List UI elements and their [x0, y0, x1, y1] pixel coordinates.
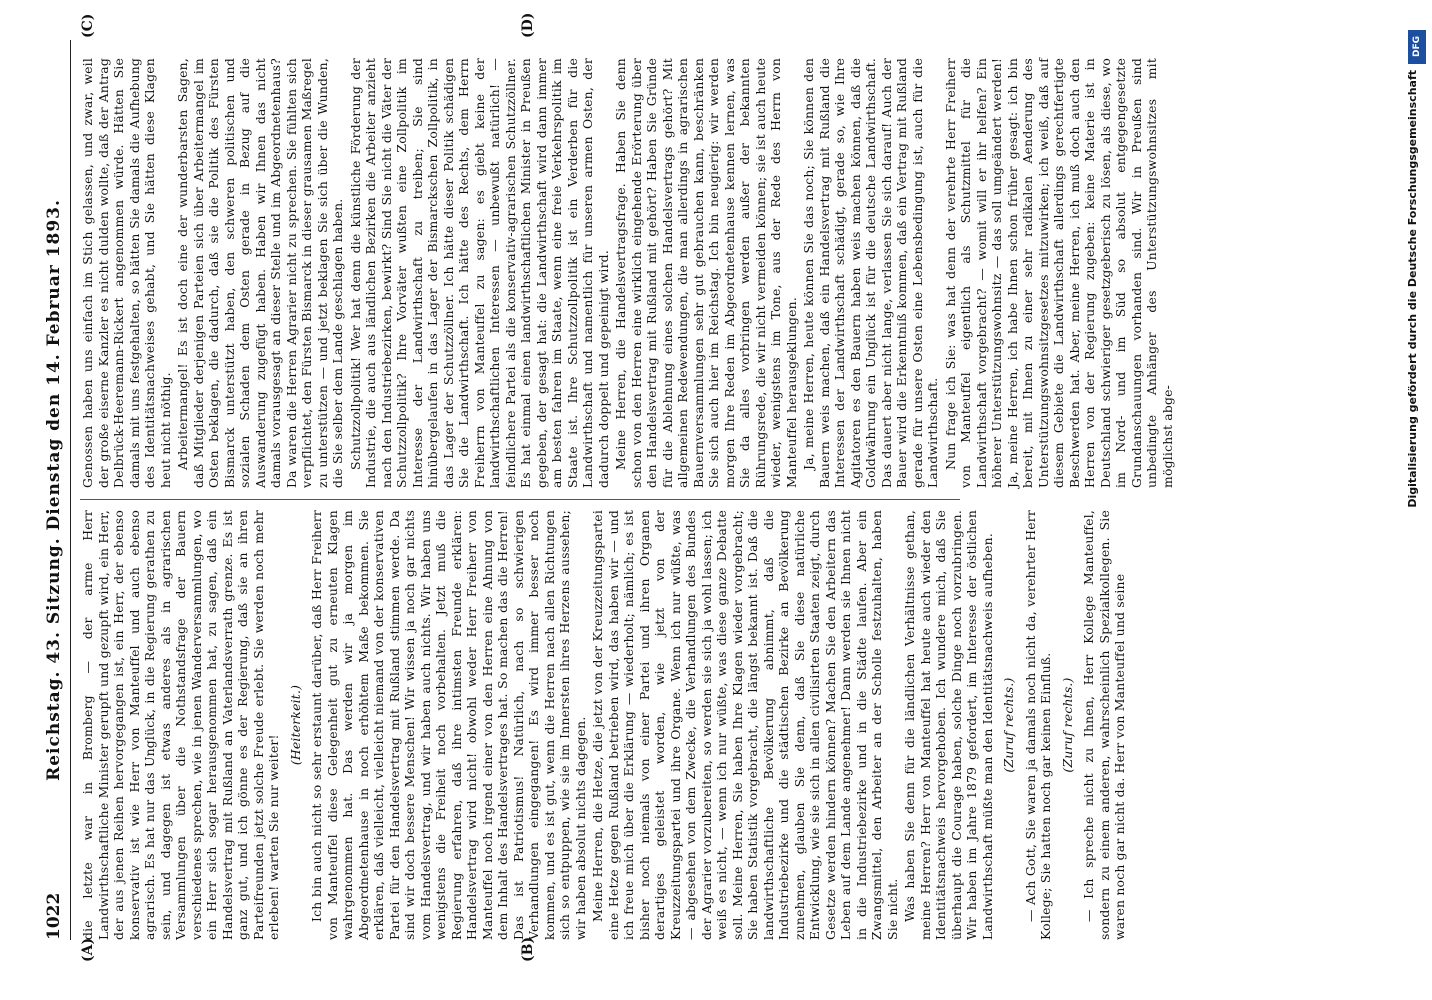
margin-marker-d: (D) — [520, 12, 536, 38]
interjection: (Heiterkeit.) — [287, 684, 303, 766]
paragraph: Genossen haben uns einfach im Stich gelassen, und zwar, weil der große eiserne Kanzler es nicht dulden wollte, daß der Antrag Delbrück-Heeremann-Rickert angenommen würde. Hätten Sie damals mit uns festgehalten, so hätten Sie damals die Aufhebung des Identitätsnachweises gehabt, und Sie hätten diese Klagen heut nicht nöthig. — [80, 58, 173, 488]
credit-text: Digitalisierung gefördert durch die Deutsche Forschungsgemeinschaft — [1406, 70, 1419, 508]
dfg-logo: DFG — [1408, 30, 1426, 64]
paragraph: Meine Herren, die Hetze, die jetzt von der Kreuzzeitungspartei eine Hetze gegen Rußland betrieben wird, das haben wir — und ich freue mich über die Erklärung — wiederholt; nämlich; es ist bisher noch niemals von einer Partei und ihren Organen derartiges geleistet worden, wie jetzt von der Kreuzzeitungspartei und ihre Organe. Wenn ich nur wüßte, was — abgesehen von dem Zwecke, die Verhandlungen des Bundes der Agrarier vorzubereiten, so werden sie sich ja wohl lassen; ich weiß es nicht, — wenn ich nur wüßte, was diese ganze Debatte soll. Meine Herren, Sie haben Ihre Klagen wieder vorgebracht; Sie haben Statistik vorgebracht, die längst bekannt ist. Daß die landwirthschaftliche Bevölkerung abnimmt, daß die Industriebezirke und die städtischen Bezirke an Bevölkerung zunehmen, glauben Sie denn, daß Sie diese natürliche Entwicklung, wie sie sich in allen civilisirten Staaten zeigt, durch Gesetze werden hindern können? Machen Sie den Arbeitern das Leben auf dem Lande angenehmer! Dann werden sie Ihnen nicht in die Industriebezirke und in die Städte laufen. Aber ein Zwangsmittel, den Arbeiter an der Scholle festzuhalten, haben Sie nicht. — [590, 510, 900, 940]
paragraph: — Ach Gott, Sie waren ja damals noch nicht da, verehrter Herr Kollege; Sie hatten noch gar keinen Einfluß. — [1022, 510, 1053, 940]
paragraph: — Ich spreche nicht zu Ihnen, Herr Kollege Manteuffel, sondern zu einem anderen, wahrscheinlich Spezialkollegen. Sie waren noch gar nicht da. Herr von Manteuffel und seine — [1081, 510, 1127, 940]
paragraph: die letzte war in Bromberg — der arme Herr Landwirthschaftliche Minister gerupft und gezupft wird, ein Herr, der aus jenen Reihen hervorgegangen ist, ein Herr, der ebenso konservativ ist wie Herr von Manteuffel und auch ebenso agrarisch. Es hat nur das Unglück, in die Regierung gerathen zu sein, und dagegen ist etwas anderes als in agrarischen Versammlungen über die Nothstandsfrage der Bauern verschiedenes sprechen, wie in jenen Wanderversammlungen, wo ein Herr sich sogar herausgenommen hat, zu sagen, daß ein Handelsvertrag mit Rußland an Vaterlandsverrath grenze. Es ist ganz gut, und ich gönne es der Regierung, daß sie an ihren Parteifreunden jetzt solche Freude erlebt. Sie werden noch mehr erleben! warten Sie nur weiter! — [80, 510, 281, 940]
margin-marker-b: (B) — [520, 936, 536, 962]
paragraph: Schutzzollpolitik! Wer hat denn die künstliche Förderung der Industrie, die auch aus ländlichen Bezirken die Arbeiter anzieht nach den Industriebezirken, bewirkt? Sind Sie nicht die Väter der Schutzzollpolitik? Ihre Vorväter wußten eine Zollpolitik im Interesse der Landwirthschaft zu treiben; Sie sind hinübergelaufen in das Lager der Bismarckschen Zollpolitik, in das Lager der Schutzzöllner. Ich hätte dieser Politik schädigen Sie die Landwirthschaft. Ich hätte des Rechts, dem Herrn Freiherrn von Manteuffel zu sagen: es giebt keine der landwirthschaftlichen Interessen — unbewußt natürlich! — feindlichere Partei als die konservativ-agrarischen Schutzzöllner. Es hat einmal einen landwirthschaftlichen Minister in Preußen gegeben, der gesagt hat: die Landwirthschaft wird dann immer am besten fahren im Staate, wenn eine freie Verkehrspolitik im Staate ist. Ihre Schutzzollpolitik ist ein Verderben für die Landwirthschaft und namentlich für unseren armen Osten, der dadurch doppelt und gepeinigt wird. — [347, 58, 611, 488]
interjection: (Zuruf rechts.) — [1001, 677, 1016, 773]
paragraph: Ja, meine Herren, heute können Sie das noch; Sie können den Bauern weis machen, daß ein Handelsvertrag mit Rußland die Interessen der Landwirthschaft schädigt, gerade so, wie Ihre Agitatoren es den Bauern haben weis machen können, daß die Goldwährung ein Unglück ist für die deutsche Landwirthschaft. Das dauert aber nicht lange, verlassen Sie sich darauf! Auch der Bauer wird die Erkenntniß kommen, daß ein Vertrag mit Rußland gerade für unsere Osten eine Lebensbedingung ist, auch für die Landwirthschaft. — [801, 58, 940, 488]
paragraph: Ich bin auch nicht so sehr erstaunt darüber, daß Herr Freiherr von Manteuffel diese Gelegenheit gut zu erneuten Klagen wahrgenommen hat. Das werden wir ja morgen im Abgeordnetenhause in noch erhöhtem Maße bekommen. Sie erklären, daß vielleicht, vielleicht niemand von der konservativen Partei für den Handelsvertrag mit Rußland stimmen werde. Da sind wir doch bessere Menschen! Wir wissen ja noch gar nichts vom Handelsvertrag, und wir haben auch nichts. Wir haben uns wenigstens die Freiheit noch vorbehalten. Jetzt muß die Regierung erfahren, daß ihre intimsten Freunde erklären: Handelsvertrag wird nicht! obwohl weder Herr Freiherr von Manteuffel noch irgend einer von den Herren eine Ahnung von dem Inhalt des Handelsvertrages hat. So machen das die Herren! Das ist Patriotismus! Natürlich, nach so schwierigen Verhandlungen eingegangen! Es wird immer besser noch kommen, und es ist gut, wenn die Herren nach allen Richtungen sich so entpuppen, wie sie im Innersten ihres Herzens aussehen; wir haben absolut nichts dagegen. — [309, 510, 588, 940]
page-number: 1022 — [44, 892, 64, 940]
running-header: Reichstag. 43. Sitzung. Dienstag den 14. Februar 1893. — [44, 199, 64, 781]
column-divider — [80, 499, 960, 500]
interjection: (Zuruf rechts.) — [1059, 677, 1075, 773]
paragraph: Was haben Sie denn für die ländlichen Verhältnisse gethan, meine Herren? Herr von Manteuffel hat heute auch wieder den Identitätsnachweis hervorgehoben. Ich wundere mich, daß Sie überhaupt die Courage haben, solche Dinge noch vorzubringen. Wir haben im Jahre 1879 gefordert, im Interesse der östlichen Landwirthschaft müßte man den Identitätsnachweis aufheben. — [902, 510, 995, 940]
paragraph: Nun frage ich Sie: was hat denn der verehrte Herr Freiherr von Manteuffel eigentlich als Schutzmittel für die Landwirthschaft vorgebracht? — womit will er ihr helfen? Ein höherer Unterstützungswohnsitz — das soll umgeändert werden! Ja, meine Herren, ich habe Ihnen schon früher gesagt: ich bin bereit, mit Ihnen zu einer sehr radikalen Aenderung des Unterstützungswohnsitzgesetzes mitzuwirken; ich weiß, daß auf diesem Gebiete die Landwirthschaft allerdings gerechtfertigte Beschwerden hat. Aber, meine Herren, ich muß doch auch den Herren von der Regierung zugeben: keine Materie ist in Deutschland schwieriger gesetzgeberisch zu lösen, als diese, wo im Nord- und im Süd so absolut entgegengesetzte Grundanschauungen vorhanden sind. Wir in Preußen sind unbedingte Anhänger des Unterstützungswohnsitzes mit möglichst abge- — [942, 58, 1175, 488]
page-header — [30, 40, 71, 940]
margin-marker-a: (A) — [80, 937, 96, 962]
margin-marker-c: (C) — [80, 13, 96, 38]
right-column — [80, 58, 1175, 488]
paragraph: Arbeitermangel! Es ist doch eine der wunderbarsten Sagen, daß Mitglieder derjenigen Parteien sich über Arbeitermangel im Osten beklagen, die dadurch, daß sie die Politik des Fürsten Bismarck unterstützt haben, den schweren politischen und sozialen Schaden dem Osten gerade in Bezug auf die Auswanderung zugefügt haben. Haben wir Ihnen das nicht damals vorausgesagt an dieser Stelle und im Abgeordnetenhaus? Da waren die Herren Agrarier nicht zu sprechen. Sie fühlten sich verpflichtet, den Fürsten Bismarck in dieser grausamen Maßregel zu unterstützen — und jetzt beklagen Sie sich über die Wunden, die Sie selber dem Lande geschlagen haben. — [175, 58, 345, 488]
digitization-credit — [1406, 30, 1428, 970]
left-column — [80, 510, 1127, 940]
paragraph: Meine Herren, die Handelsvertragsfrage. Haben Sie denn schon von den Herren eine wirklich eingehende Erörterung über den Handelsvertrag mit Rußland mit gehört? Haben Sie Gründe für die Ablehnung eines solchen Handelsvertrags gehört? Mit allgemeinen Redewendungen, die man allerdings in agrarischen Bauernversammlungen sehr gut gebrauchen kann, beschränken Sie sich auch hier im Reichstag. Ich bin neugierig: wir werden morgen Ihre Reden im Abgeordnetenhause kennen lernen, was Sie da alles vorbringen werden außer der bekannten Rührungsrede, die wir nicht vermeiden können; sie ist auch heute wieder, wenigstens im Tone, aus der Rede des Herrn von Manteuffel herausgeklungen. — [613, 58, 799, 488]
